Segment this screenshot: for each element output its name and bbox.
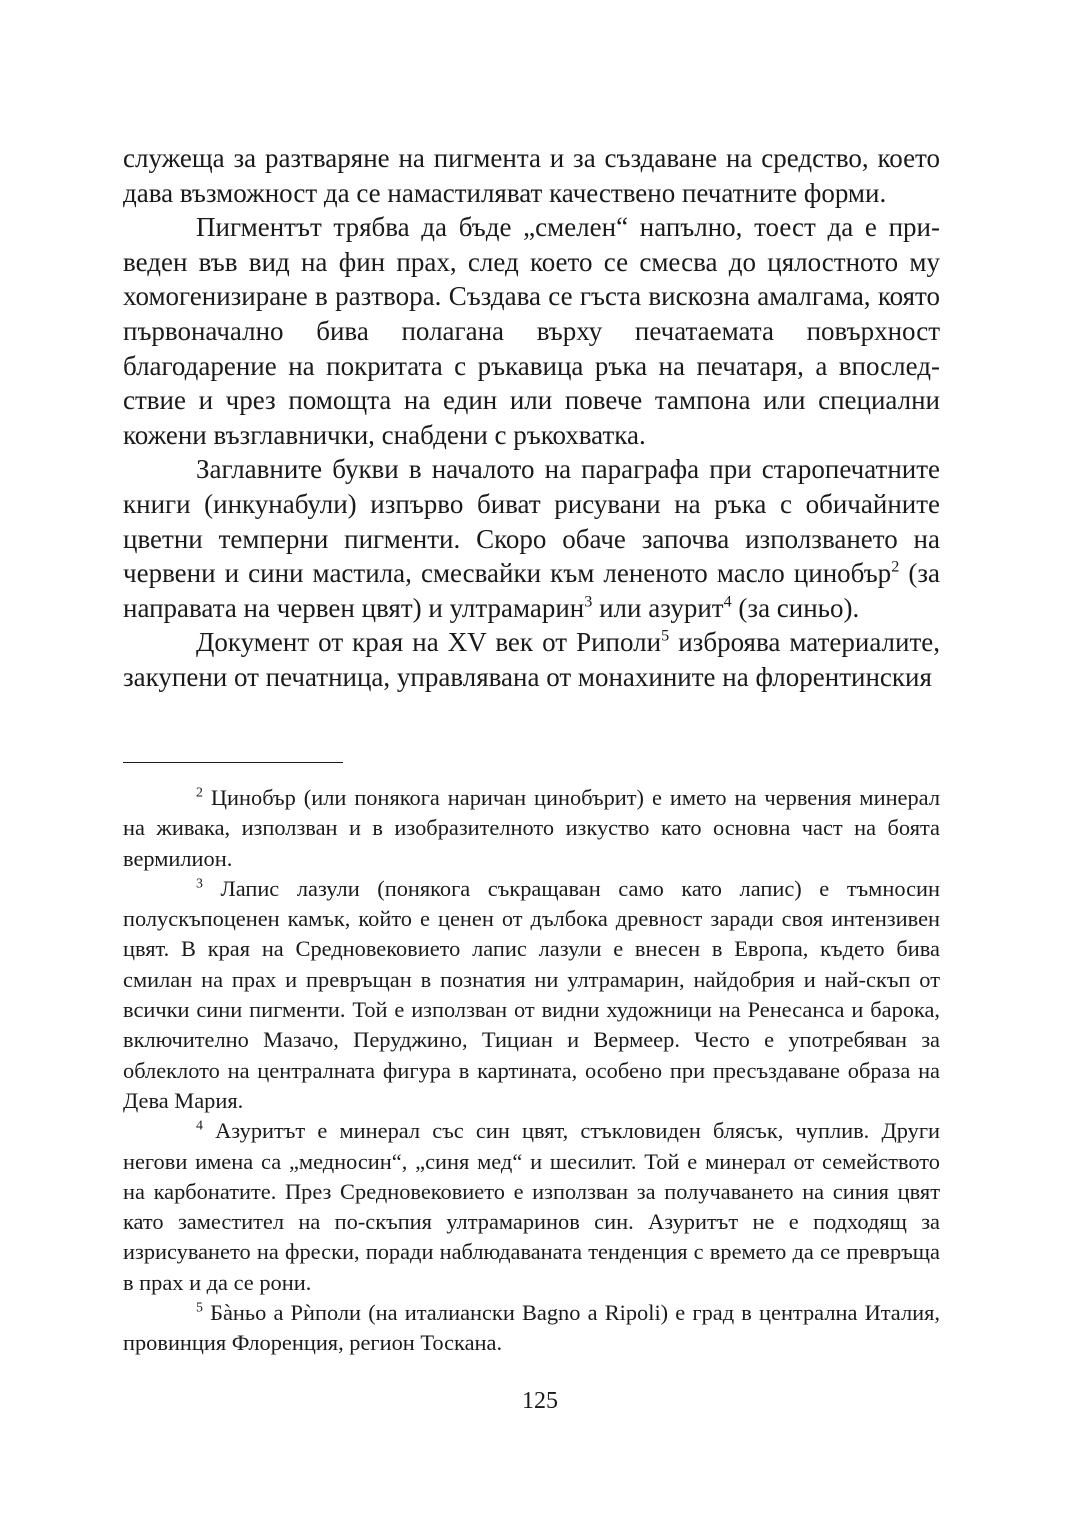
footnote-text: Цинобър (или понякога наричан цинобърит) е името на червения минерал на живака, използван и в изобразителното изкуство като основна част на боята вермилион. [123,785,940,871]
footnote-ref-4[interactable]: 4 [723,592,732,611]
page-number: 125 [522,1388,558,1414]
footnote-text: Лапис лазули (понякога съкращаван само като лапис) е тъмносин полускъпоценен камък, който е ценен от дълбока древност заради своя интензивен цвят. В края на Средновековието лапис лазули е внесен в Европа, където бива смилан на прах и превръщан в познатия ни ултрамарин, найдобрия и най-скъп от всички сини пигменти. Той е използван от видни художници на Ренесанса и барока, включително Мазачо, Перуджино, Тициан и Вермеер. Често е употребяван за облеклото на централната фигура в картината, особено при пресъздаване образа на Дева Мария. [123,875,940,1113]
footnote-ref-2[interactable]: 2 [891,557,900,576]
paragraph-3-text-b: (за направата на червен цвят) и ултрамарин [123,558,940,623]
footnote-number: 2 [196,785,203,801]
footnote-number: 3 [196,876,203,892]
footnote-2 [123,783,940,874]
footnote-divider [123,762,343,763]
paragraph-3-text-a: Заглавните букви в началото на параграфа при старопечатните книги (инкунабули) изпърво биват рисувани на ръка с обичайните цветни темперни пигменти. Скоро обаче започва използването на червени и сини мастила, смесвайки към лененото масло цинобър [123,454,940,589]
paragraph-3 [123,452,940,625]
paragraph-1: служеща за разтваряне на пигмента и за създаване на средство, което дава възможност да се намастиляват качествено печатните форми. [123,143,940,208]
paragraph-3-text-c: или азурит [592,592,724,623]
footnote-3 [123,874,940,1116]
paragraph-4 [123,625,940,694]
footnote-text: Бàньо а Рѝполи (на италиански Bagno a Ripoli) е град в централна Италия, провинция Флоренция, регион Тоскана. [123,1300,940,1356]
footnote-number: 4 [196,1118,203,1134]
main-text [123,141,940,695]
footnote-4 [123,1116,940,1298]
footnote-number: 5 [196,1300,203,1316]
footnote-5 [123,1298,940,1359]
footnote-ref-3[interactable]: 3 [584,592,593,611]
footnote-text: Азуритът е минерал със син цвят, стъкловиден блясък, чуплив. Други негови имена са „медносин“, „синя мед“ и шесилит. Той е минерал от семейството на карбонатите. През Средновековието е използван за получаването на синия цвят като заместител на по-скъпия ултрамаринов син. Азуритът не е подходящ за изрисуването на фрески, поради наблюдаваната тенденция с времето да се превръща в прах и да се рони. [123,1118,940,1295]
paragraph-4-text-a: Документ от края на XV век от Риполи [196,627,662,658]
footnote-ref-5[interactable]: 5 [661,626,670,645]
footnotes [123,783,940,1359]
paragraph-2: Пигментът трябва да бъде „смелен“ напълно, тоест да е приведен във вид на фин прах, след което се смесва до цялостното му хомогенизиране в разтвора. Създава се гъста вискозна амалгама, която първоначално бива полагана върху печатаемата повърхност благодарение на покритата с ръкавица ръка на печатаря, а впоследствие и чрез помощта на един или повече тампона или специални кожени възглавнички, снабдени с ръкохватка. [123,212,940,450]
paragraph-3-text-d: (за синьо). [731,592,860,623]
paragraph-4-text-b: изброява материалите, закупени от печатница, управлявана от монахините на флорентинския [123,627,941,692]
